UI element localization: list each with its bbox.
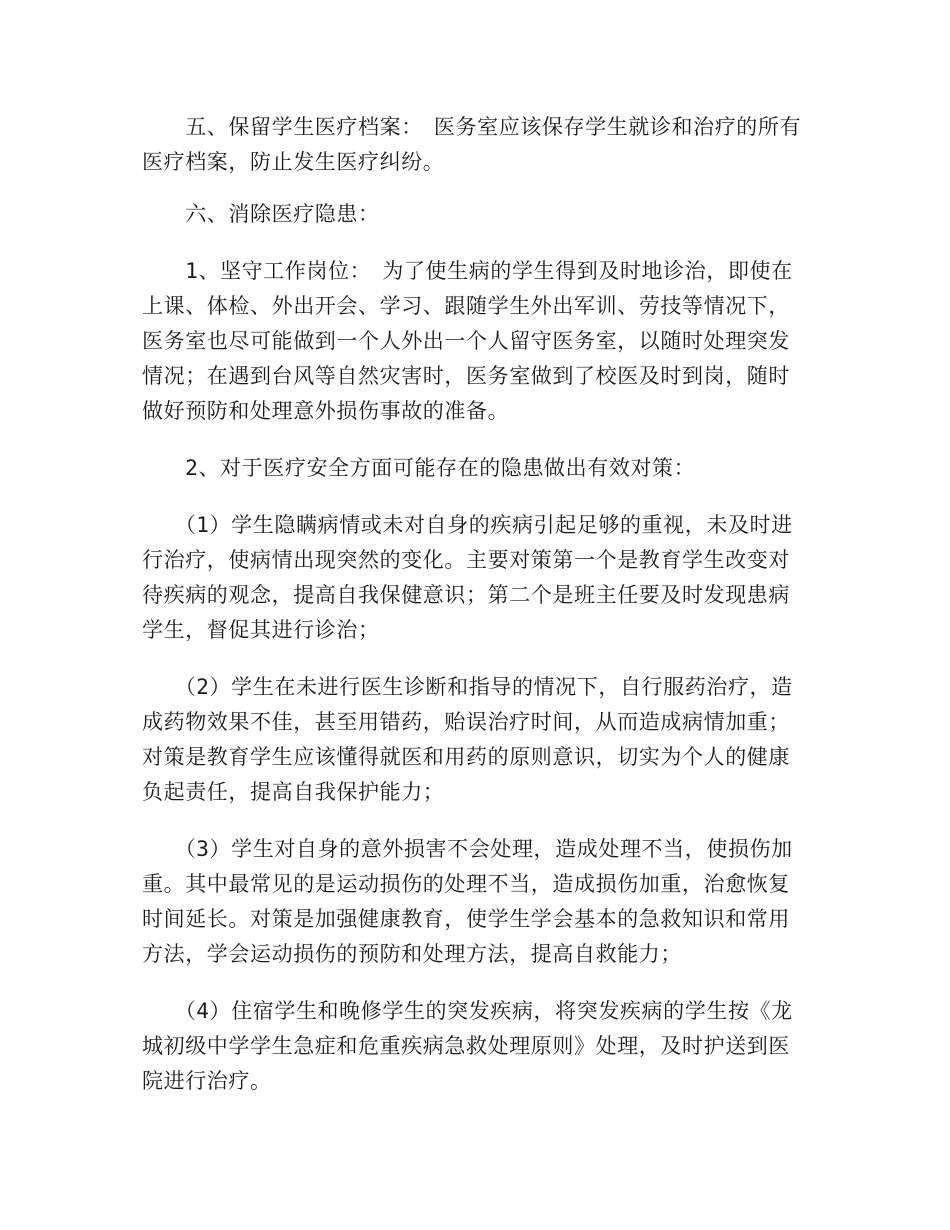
text-line: 成药物效果不佳，甚至用错药，贻误治疗时间，从而造成病情加重； xyxy=(142,710,790,734)
paragraph-stick-to-post xyxy=(142,254,812,429)
text-line: 六、消除医疗隐患： xyxy=(142,202,380,226)
paragraph-medical-records xyxy=(142,110,812,180)
text-line: 五、保留学生医疗档案： 医务室应该保存学生就诊和治疗的所有 xyxy=(142,115,802,139)
text-line: 医疗档案，防止发生医疗纠纷。 xyxy=(142,150,445,174)
text-line: 1、坚守工作岗位： 为了使生病的学生得到及时地诊治，即使在 xyxy=(142,259,793,283)
text-line: 负起责任，提高自我保护能力； xyxy=(142,780,445,804)
text-line: 情况；在遇到台风等自然灾害时，医务室做到了校医及时到岗，随时 xyxy=(142,364,790,388)
text-line: 时间延长。对策是加强健康教育，使学生学会基本的急救知识和常用 xyxy=(142,907,790,931)
text-line: 行治疗，使病情出现突然的变化。主要对策第一个是教育学生改变对 xyxy=(142,548,790,572)
text-line: （1）学生隐瞒病情或未对自身的疾病引起足够的重视，未及时进 xyxy=(142,513,793,537)
text-line: 学生，督促其进行诊治； xyxy=(142,618,380,642)
paragraph-countermeasures-heading xyxy=(142,451,812,486)
text-line: 方法，学会运动损伤的预防和处理方法，提高自救能力； xyxy=(142,942,682,966)
text-line: 做好预防和处理意外损伤事故的准备。 xyxy=(142,399,510,423)
paragraph-heading-eliminate-hazards xyxy=(142,197,812,232)
text-line: 城初级中学学生急症和危重疾病急救处理原则》处理，及时护送到医 xyxy=(142,1034,790,1058)
text-line: 重。其中最常见的是运动损伤的处理不当，造成损伤加重，治愈恢复 xyxy=(142,872,790,896)
paragraph-item-3 xyxy=(142,832,812,972)
text-line: 上课、体检、外出开会、学习、跟随学生外出军训、劳技等情况下， xyxy=(142,294,790,318)
paragraph-item-4 xyxy=(142,994,812,1099)
text-line: 院进行治疗。 xyxy=(142,1069,272,1093)
text-line: （4）住宿学生和晚修学生的突发疾病，将突发疾病的学生按《龙 xyxy=(142,999,793,1023)
text-line: 待疾病的观念，提高自我保健意识；第二个是班主任要及时发现患病 xyxy=(142,583,790,607)
text-line: （3）学生对自身的意外损害不会处理，造成处理不当，使损伤加 xyxy=(142,837,793,861)
paragraph-item-1 xyxy=(142,508,812,648)
text-line: 2、对于医疗安全方面可能存在的隐患做出有效对策： xyxy=(142,456,696,480)
text-line: 对策是教育学生应该懂得就医和用药的原则意识，切实为个人的健康 xyxy=(142,745,790,769)
paragraph-item-2 xyxy=(142,670,812,810)
text-line: （2）学生在未进行医生诊断和指导的情况下，自行服药治疗，造 xyxy=(142,675,793,699)
text-line: 医务室也尽可能做到一个人外出一个人留守医务室，以随时处理突发 xyxy=(142,329,790,353)
